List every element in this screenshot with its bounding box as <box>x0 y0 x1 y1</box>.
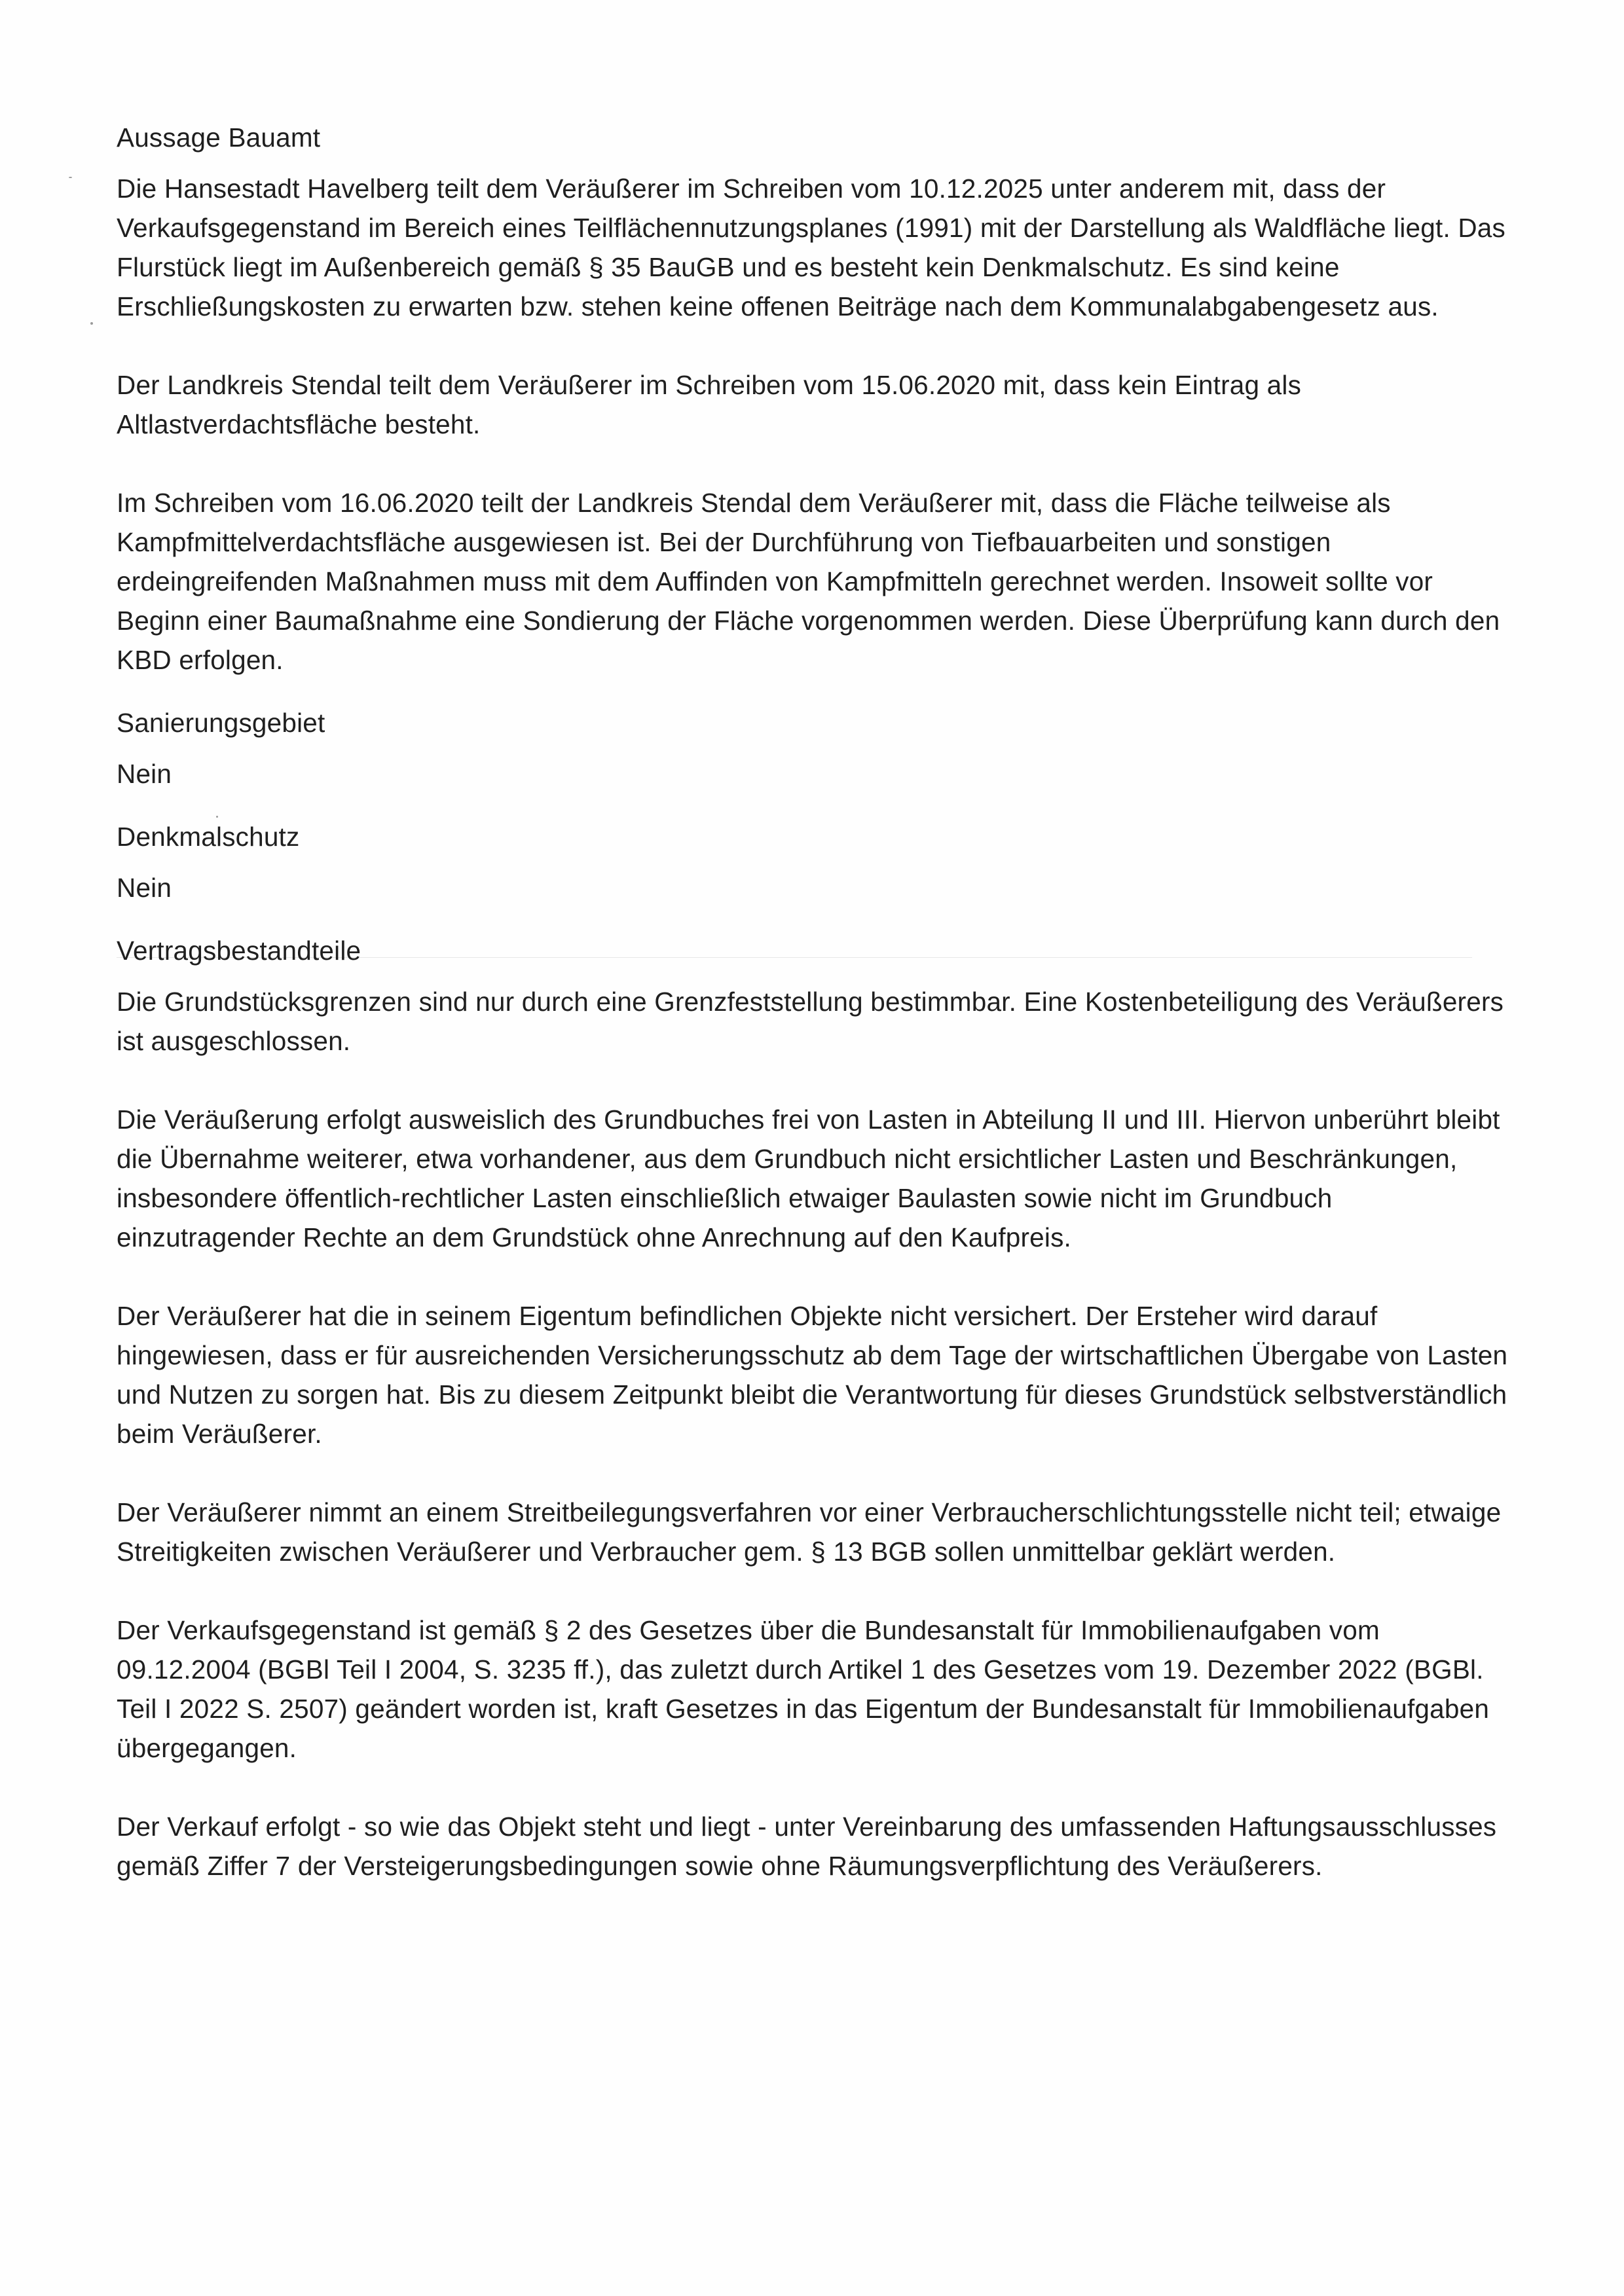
scan-artifact-speck <box>90 322 93 325</box>
paragraph-lasten: Die Veräußerung erfolgt ausweislich des Grundbuches frei von Lasten in Abteilung II und III. Hiervon unberührt bleibt die Übernahme weiterer, etwa vorhandener, aus dem Grundbuch nicht ersichtlicher Lasten und Beschränkungen, insbesondere öffentlich-rechtlicher Lasten einschließlich etwaiger Baulasten sowie nicht im Grundbuch einzutragender Rechte an dem Grundstück ohne Anrechnung auf den Kaufpreis. <box>117 1104 1500 1252</box>
paragraph-streitbeilegung: Der Veräußerer nimmt an einem Streitbeilegungsverfahren vor einer Verbraucherschlichtungsstelle nicht teil; etwaige Streitigkeiten zwischen Veräußerer und Verbraucher gem. § 13 BGB sollen unmittelbar geklärt werden. <box>117 1497 1502 1567</box>
heading-vertragsbestandteile: Vertragsbestandteile <box>117 936 361 966</box>
paragraph-versicherung: Der Veräußerer hat die in seinem Eigentum befindlichen Objekte nicht versichert. Der Ersteher wird darauf hingewiesen, dass er für ausreichenden Versicherungsschutz ab dem Tage der wirtschaftlichen Übergabe von Lasten und Nutzen zu sorgen hat. Bis zu diesem Zeitpunkt bleibt die Verantwortung für dieses Grundstück selbstverständlich beim Veräußerer. <box>117 1301 1508 1449</box>
paragraph-grundstuecksgrenzen: Die Grundstücksgrenzen sind nur durch eine Grenzfeststellung bestimmbar. Eine Kostenbeteiligung des Veräußerers ist ausgeschlossen. <box>117 987 1504 1056</box>
value-sanierungsgebiet: Nein <box>117 759 172 789</box>
document-body <box>117 118 1518 1886</box>
paragraph-haftungsausschluss: Der Verkauf erfolgt - so wie das Objekt steht und liegt - unter Vereinbarung des umfassenden Haftungsausschlusses gemäß Ziffer 7 der Versteigerungsbedingungen sowie ohne Räumungsverpflichtung des Veräußerers. <box>117 1812 1497 1881</box>
heading-sanierungsgebiet: Sanierungsgebiet <box>117 708 325 738</box>
paragraph-altlast: Der Landkreis Stendal teilt dem Veräußerer im Schreiben vom 15.06.2020 mit, dass kein Eintrag als Altlastverdachtsfläche besteht. <box>117 370 1302 439</box>
paragraph-kampfmittel: Im Schreiben vom 16.06.2020 teilt der Landkreis Stendal dem Veräußerer mit, dass die Fläche teilweise als Kampfmittelverdachtsfläche ausgewiesen ist. Bei der Durchführung von Tiefbauarbeiten und sonstigen erdeingreifenden Maßnahmen muss mit dem Auffinden von Kampfmitteln gerechnet werden. Insoweit sollte vor Beginn einer Baumaßnahme eine Sondierung der Fläche vorgenommen werden. Diese Überprüfung kann durch den KBD erfolgen. <box>117 488 1500 675</box>
paragraph-bauamt-havelberg: Die Hansestadt Havelberg teilt dem Veräußerer im Schreiben vom 10.12.2025 unter anderem mit, dass der Verkaufsgegenstand im Bereich eines Teilflächennutzungsplanes (1991) mit der Darstellung als Waldfläche liegt. Das Flurstück liegt im Außenbereich gemäß § 35 BauGB und es besteht kein Denkmalschutz. Es sind keine Erschließungskosten zu erwarten bzw. stehen keine offenen Beiträge nach dem Kommunalabgabengesetz aus. <box>117 173 1505 321</box>
heading-aussage-bauamt: Aussage Bauamt <box>117 122 321 153</box>
scan-artifact-speck <box>69 177 72 178</box>
heading-denkmalschutz: Denkmalschutz <box>117 822 300 852</box>
value-denkmalschutz: Nein <box>117 873 172 903</box>
paragraph-bima-gesetz: Der Verkaufsgegenstand ist gemäß § 2 des Gesetzes über die Bundesanstalt für Immobilienaufgaben vom 09.12.2004 (BGBl Teil I 2004, S. 3235 ff.), das zuletzt durch Artikel 1 des Gesetzes vom 19. Dezember 2022 (BGBl. Teil I 2022 S. 2507) geändert worden ist, kraft Gesetzes in das Eigentum der Bundesanstalt für Immobilienaufgaben übergegangen. <box>117 1615 1490 1763</box>
